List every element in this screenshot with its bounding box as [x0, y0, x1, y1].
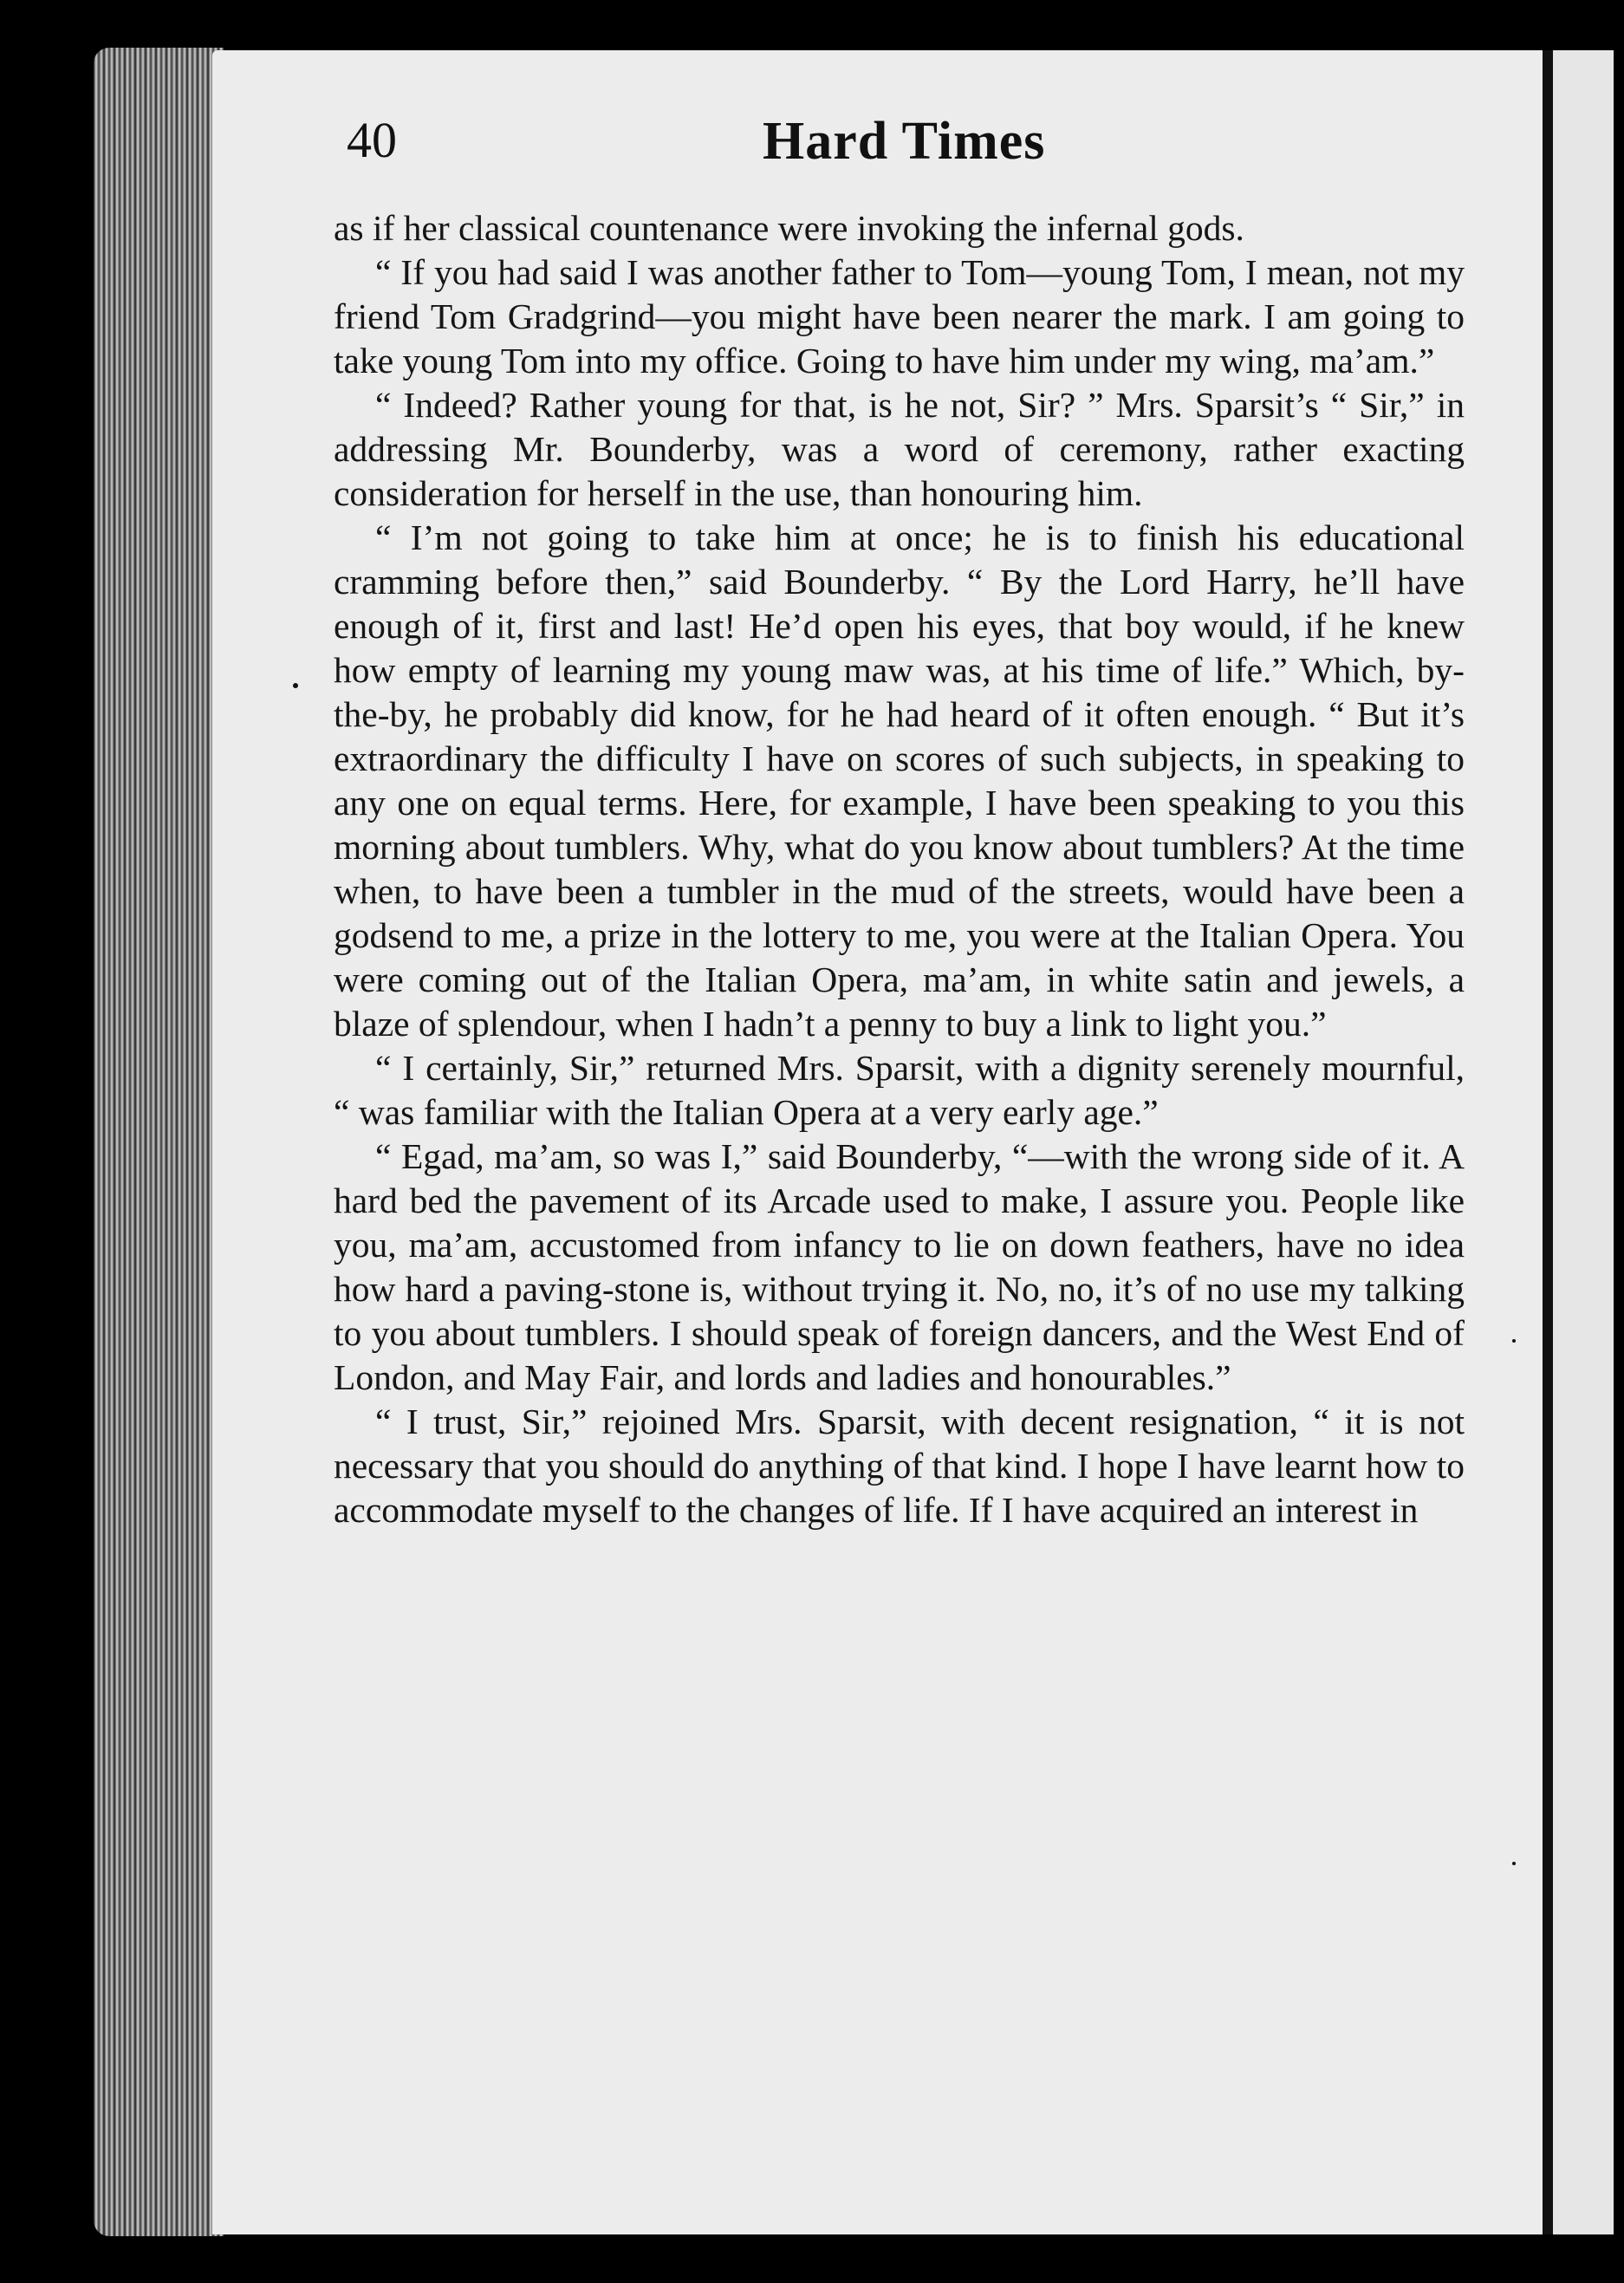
page-number: 40 [347, 112, 397, 168]
running-title: Hard Times [763, 112, 1046, 171]
book-spine-edge [94, 48, 224, 2236]
paragraph: “ I trust, Sir,” rejoined Mrs. Sparsit, with decent resignation, “ it is not necessary that you should do anything of that kind. I hope I have learnt how to accommodate myself to the changes of life. If I have acquired an interest in [334, 1402, 1465, 1530]
paragraph: “ Indeed? Rather young for that, is he not, Sir? ” Mrs. Sparsit’s “ Sir,” in addressing Mr. Bounderby, was a word of ceremony, rather exacting consideration for herself in the use, than honouring him. [334, 385, 1465, 513]
paragraph: “ If you had said I was another father to Tom—young Tom, I mean, not my friend Tom Gradgrind—you might have been nearer the mark. I am going to take young Tom into my office. Going to have him under my wing, ma’am.” [334, 252, 1465, 380]
paragraph: “ I certainly, Sir,” returned Mrs. Sparsit, with a dignity serenely mournful, “ was familiar with the Italian Opera at a very early age.” [334, 1048, 1465, 1132]
page-header [347, 111, 1473, 189]
scan-speck [293, 683, 298, 688]
facing-page-edge [1553, 50, 1614, 2234]
scan-speck [1512, 1862, 1516, 1865]
scan-speck [1512, 1339, 1516, 1343]
page-gutter-shadow [1543, 50, 1553, 2234]
paragraph: “ I’m not going to take him at once; he is to finish his educational cramming before then,” said Bounderby. “ By the Lord Harry, he’ll have enough of it, first and last! He’d open his eyes, that boy would, if he knew how empty of learning my young maw was, at his time of life.” Which, by-the-by, he probably did know, for he had heard of it often enough. “ But it’s extraordinary the difficulty I have on scores of such subjects, in speaking to any one on equal terms. Here, for example, I have been speaking to you this morning about tumblers. Why, what do you know about tumblers? At the time when, to have been a tumbler in the mud of the streets, would have been a godsend to me, a prize in the lottery to me, you were at the Italian Opera. You were coming out of the Italian Opera, ma’am, in white satin and jewels, a blaze of splendour, when I hadn’t a penny to buy a link to light you.” [334, 517, 1465, 1044]
body-text [334, 206, 1465, 1532]
paragraph: “ Egad, ma’am, so was I,” said Bounderby, “—with the wrong side of it. A hard bed the pavement of its Arcade used to make, I assure you. People like you, ma’am, accustomed from infancy to lie on down feathers, have no idea how hard a paving-stone is, without trying it. No, no, it’s of no use my talking to you about tumblers. I should speak of foreign dancers, and the West End of London, and May Fair, and lords and ladies and honourables.” [334, 1136, 1465, 1397]
paragraph: as if her classical countenance were invoking the infernal gods. [334, 208, 1244, 248]
